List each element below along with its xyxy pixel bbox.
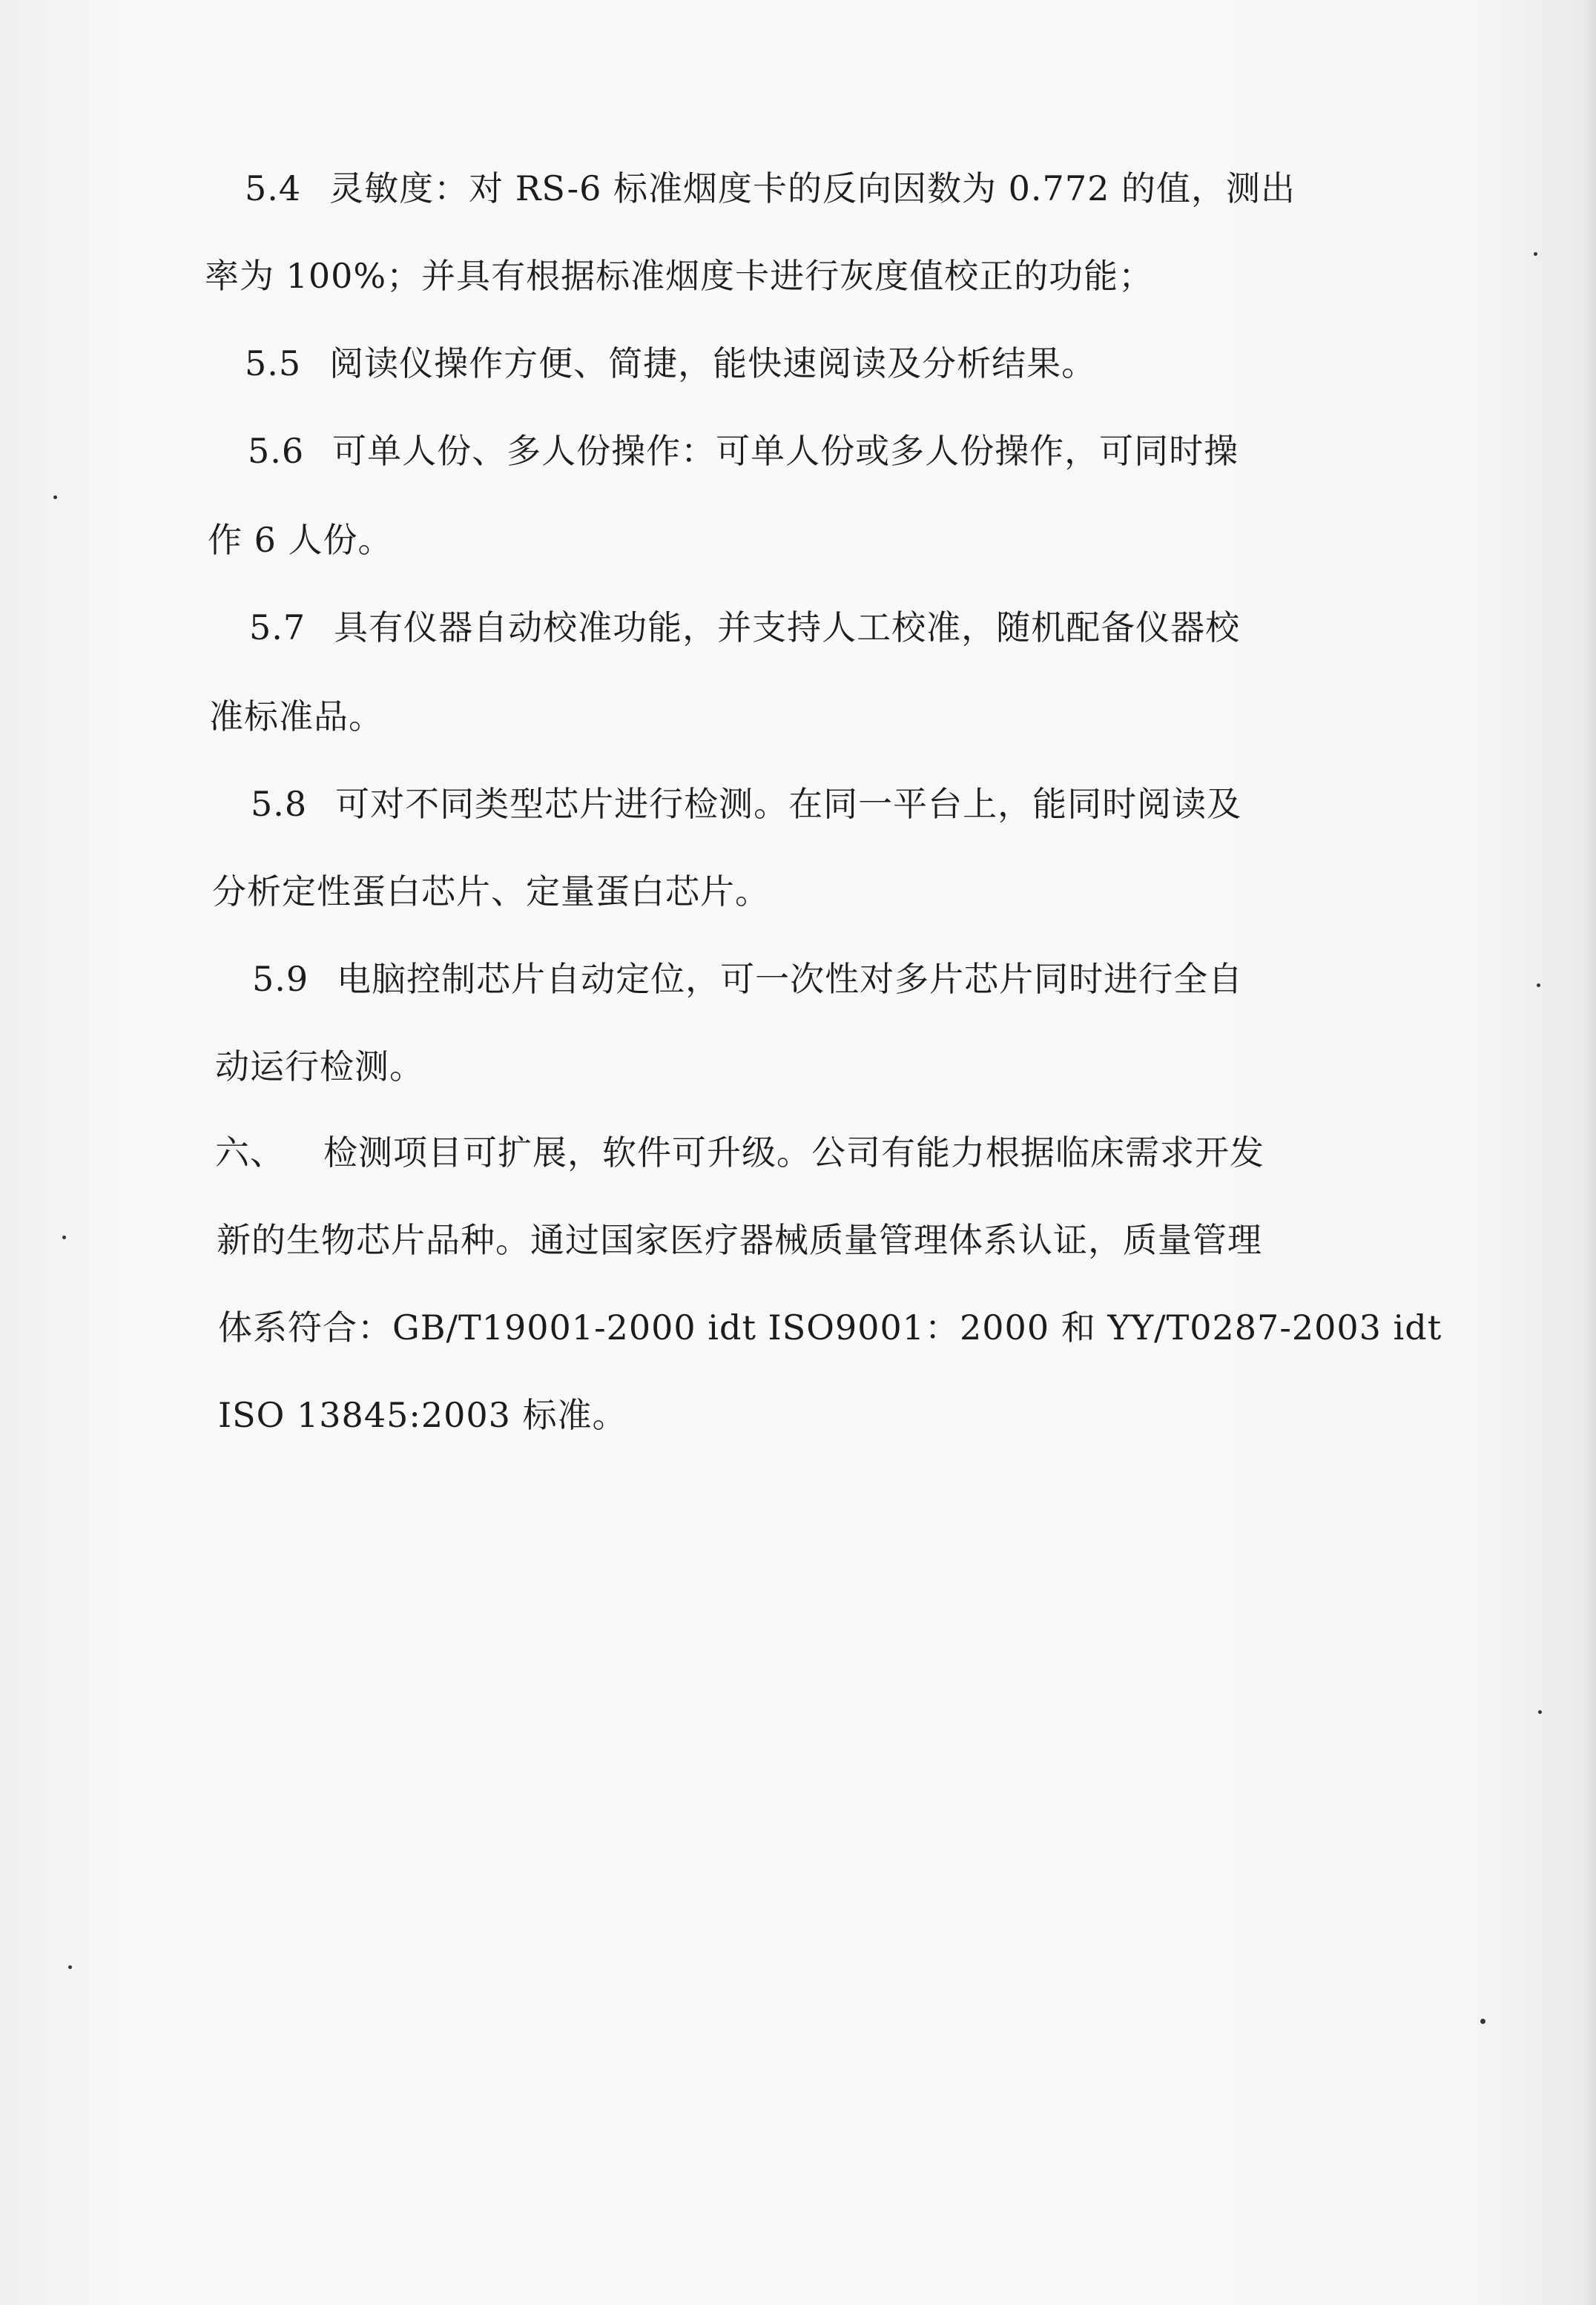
item-5-6-line-1 xyxy=(248,429,1239,473)
scan-speck xyxy=(68,1965,72,1969)
scan-speck xyxy=(53,495,57,499)
item-5-8-line-2: 分析定性蛋白芯片、定量蛋白芯片。 xyxy=(212,871,770,911)
item-number: 5.5 xyxy=(245,343,302,383)
scan-speck xyxy=(1480,2019,1485,2024)
scan-speck xyxy=(1534,252,1537,256)
section-6-line-2: 新的生物芯片品种。通过国家医疗器械质量管理体系认证，质量管理 xyxy=(217,1220,1262,1260)
section-6-line-4: ISO 13845:2003 标准。 xyxy=(218,1395,627,1435)
item-5-4-line-2: 率为 100%；并具有根据标准烟度卡进行灰度值校正的功能； xyxy=(205,256,1154,296)
item-text: 可对不同类型芯片进行检测。在同一平台上，能同时阅读及 xyxy=(335,784,1242,824)
item-number: 5.7 xyxy=(249,607,306,647)
section-text: 检测项目可扩展，软件可升级。公司有能力根据临床需求开发 xyxy=(323,1132,1264,1173)
item-5-4-line-1 xyxy=(245,166,1296,211)
item-text: 可单人份、多人份操作：可单人份或多人份操作，可同时操 xyxy=(332,431,1239,471)
item-5-5-line-1 xyxy=(245,341,1096,386)
section-6-line-1 xyxy=(215,1130,1264,1175)
item-number: 5.8 xyxy=(251,784,308,824)
item-5-8-line-1 xyxy=(251,782,1241,826)
section-6-line-3: 体系符合：GB/T19001-2000 idt ISO9001：2000 和 YY/T0287-2003 idt xyxy=(218,1308,1442,1348)
item-text: 阅读仪操作方便、简捷，能快速阅读及分析结果。 xyxy=(329,343,1097,383)
item-5-7-line-1 xyxy=(249,605,1240,650)
scan-speck xyxy=(1538,1710,1542,1714)
item-5-9-line-2: 动运行检测。 xyxy=(215,1046,424,1086)
section-number: 六、 xyxy=(215,1132,285,1173)
item-text: 电脑控制芯片自动定位，可一次性对多片芯片同时进行全自 xyxy=(337,959,1244,999)
page-edge-shadow xyxy=(1583,0,1596,2305)
item-5-6-line-2: 作 6 人份。 xyxy=(208,520,393,560)
scan-speck xyxy=(62,1236,66,1239)
item-5-7-line-2: 准标准品。 xyxy=(209,696,383,736)
item-text: 灵敏度：对 RS-6 标准烟度卡的反向因数为 0.772 的值，测出 xyxy=(329,168,1296,208)
item-text: 具有仪器自动校准功能，并支持人工校准，随机配备仪器校 xyxy=(334,607,1241,647)
item-number: 5.9 xyxy=(252,959,309,999)
scan-speck xyxy=(1537,983,1540,987)
item-number: 5.6 xyxy=(248,431,305,471)
item-5-9-line-1 xyxy=(252,957,1243,1001)
item-number: 5.4 xyxy=(245,168,302,208)
